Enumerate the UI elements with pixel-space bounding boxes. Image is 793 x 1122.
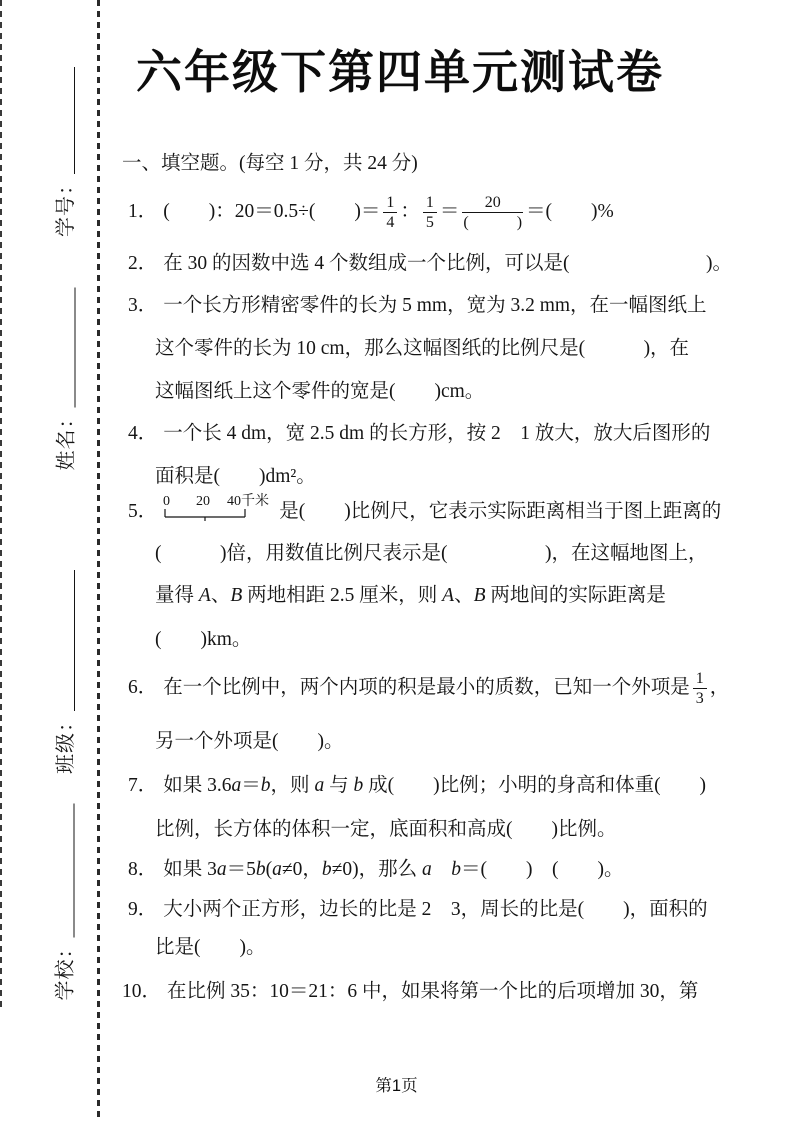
q7-l1-p7: 与 [324,775,354,796]
page-edge-dashed-line [0,0,2,1010]
q8-p7: ≠0， [281,859,322,880]
question-5-line-2: ( )倍，用数值比例尺表示是( )，在这幅地图上， [155,543,708,564]
q1-frac3-denominator: ( ) [463,214,523,232]
q6-text-line1: 在一个比例中，两个内项的积是最小的质数，已知一个外项是 [163,677,690,698]
q5-l3-p5: 两地相距 2.5 厘米，则 [242,585,443,606]
q1-text-pre: ( )：20＝0.5÷( )＝ [163,201,381,222]
q8-var-a1: a [216,859,227,880]
q1-number: 1． [128,201,158,222]
school-blank-line [52,804,75,938]
question-10 [122,970,698,1013]
class-label: 班级： [55,711,77,774]
question-3-line-1 [128,284,707,327]
question-5-line-1 [128,490,721,533]
question-3-line-3: 这幅图纸上这个零件的宽是( )cm。 [155,381,485,402]
q8-var-b2: b [321,859,332,880]
student-id-blank-line [52,67,75,174]
q7-l1-p3: ＝ [241,775,261,796]
map-scale-bar-graphic [163,492,275,522]
q1-equals: ＝ [439,201,460,222]
q1-fraction-20-blank [462,193,523,232]
q6-text-line1-end: ， [709,677,730,698]
scale-bar-label-40km: 40千米 [227,494,270,509]
question-5-line-3 [155,574,666,617]
q3-text-line1: 一个长方形精密零件的长为 5 mm，宽为 3.2 mm，在一幅图纸上 [163,295,707,316]
q8-p5: ( [265,859,273,880]
binding-dashed-line [97,0,100,1122]
question-7-line-2: 比例，长方体的体积一定，底面积和高成( )比例。 [155,819,617,840]
school-label: 学校： [54,937,77,1001]
q5-number: 5． [128,501,158,522]
q9-number: 9． [128,899,158,920]
section-1-heading: 一、填空题。(每空 1 分，共 24 分) [122,153,418,174]
q5-l3-p9: 两地间的实际距离是 [485,585,666,606]
q5-var-B1: B [230,585,243,606]
name-label: 姓名： [55,407,78,471]
q8-var-b3: b [451,859,461,880]
q6-frac-denominator: 3 [695,690,704,708]
question-8 [128,848,623,891]
q4-number: 4． [128,423,158,444]
question-7-line-1 [128,764,706,807]
class-blank-line [52,570,75,711]
q10-text: 在比例 35：10＝21：6 中，如果将第一个比的后项增加 30，第 [167,981,699,1002]
q6-number: 6． [128,677,158,698]
q7-var-a1: a [231,775,242,796]
q7-l1-p1: 如果 3.6 [163,775,232,796]
q3-number: 3． [128,295,158,316]
scale-bar-label-0: 0 [163,494,171,509]
q8-var-b1: b [255,859,266,880]
sidebar-field-student-id [52,67,80,237]
q8-number: 8． [128,859,158,880]
q8-p3: ＝5 [226,859,256,880]
q1-frac2-numerator: 1 [423,193,437,213]
q1-frac3-numerator: 20 [462,193,523,213]
question-9-line-2: 比是( )。 [155,937,266,958]
q8-var-a3: a [421,859,432,880]
q1-frac1-denominator: 4 [386,214,395,232]
q8-var-a2: a [272,859,282,880]
q8-p11 [432,859,452,880]
q1-frac2-denominator: 5 [425,214,434,232]
q1-text-post: ＝( )% [526,201,614,222]
q2-number: 2． [128,253,158,274]
question-1 [128,190,614,233]
q1-frac1-numerator: 1 [383,193,397,213]
sidebar-field-class [52,570,80,774]
sidebar-field-school [52,804,80,1001]
student-id-label: 学号： [55,174,77,237]
question-9-line-1 [128,888,708,931]
q7-var-a2: a [314,775,325,796]
q4-text-line1: 一个长 4 dm，宽 2.5 dm 的长方形，按 2 1 放大，放大后图形的 [163,423,711,444]
scale-bar-label-20: 20 [196,494,211,509]
q6-fraction-1-3 [693,669,707,708]
q8-p1: 如果 3 [163,859,217,880]
sidebar-field-name [53,288,81,471]
q5-var-A1: A [198,585,211,606]
q7-l1-p9: 成( )比例；小明的身高和体重( ) [363,775,707,796]
page-title: 六年级下第四单元测试卷 [136,46,664,98]
q1-ratio-colon: ： [400,201,420,222]
page-number: 第1页 [375,1077,418,1095]
q2-text: 在 30 的因数中选 4 个数组成一个比例，可以是( )。 [163,253,733,274]
q7-var-b1: b [260,775,271,796]
q5-var-A2: A [442,585,455,606]
q7-var-b2: b [353,775,364,796]
question-6-line-2: 另一个外项是( )。 [155,731,344,752]
q5-text-line1: 是( )比例尺，它表示实际距离相当于图上距离的 [279,501,722,522]
q5-var-B2: B [473,585,486,606]
q5-l3-p1: 量得 [155,585,199,606]
question-6-line-1 [128,666,729,709]
q10-number: 10． [122,981,162,1002]
q7-l1-p5: ，则 [270,775,315,796]
question-5-line-4: ( )km。 [155,629,252,650]
q5-l3-p3: 、 [210,585,231,606]
q8-p9: ≠0)，那么 [331,859,422,880]
q1-fraction-1-5 [423,193,437,232]
q5-l3-p7: 、 [454,585,474,606]
name-blank-line [53,288,76,408]
q1-fraction-1-4 [383,193,397,232]
question-2 [128,242,732,285]
question-3-line-2: 这个零件的长为 10 cm，那么这幅图纸的比例尺是( )，在 [155,338,690,359]
q6-frac-numerator: 1 [693,669,707,689]
q9-text-line1: 大小两个正方形，边长的比是 2 3，周长的比是( )，面积的 [163,899,708,920]
q7-number: 7． [128,775,158,796]
question-4-line-1 [128,412,710,455]
question-4-line-2: 面积是( )dm²。 [155,466,316,487]
q8-p13: ＝( ) ( )。 [460,859,624,880]
